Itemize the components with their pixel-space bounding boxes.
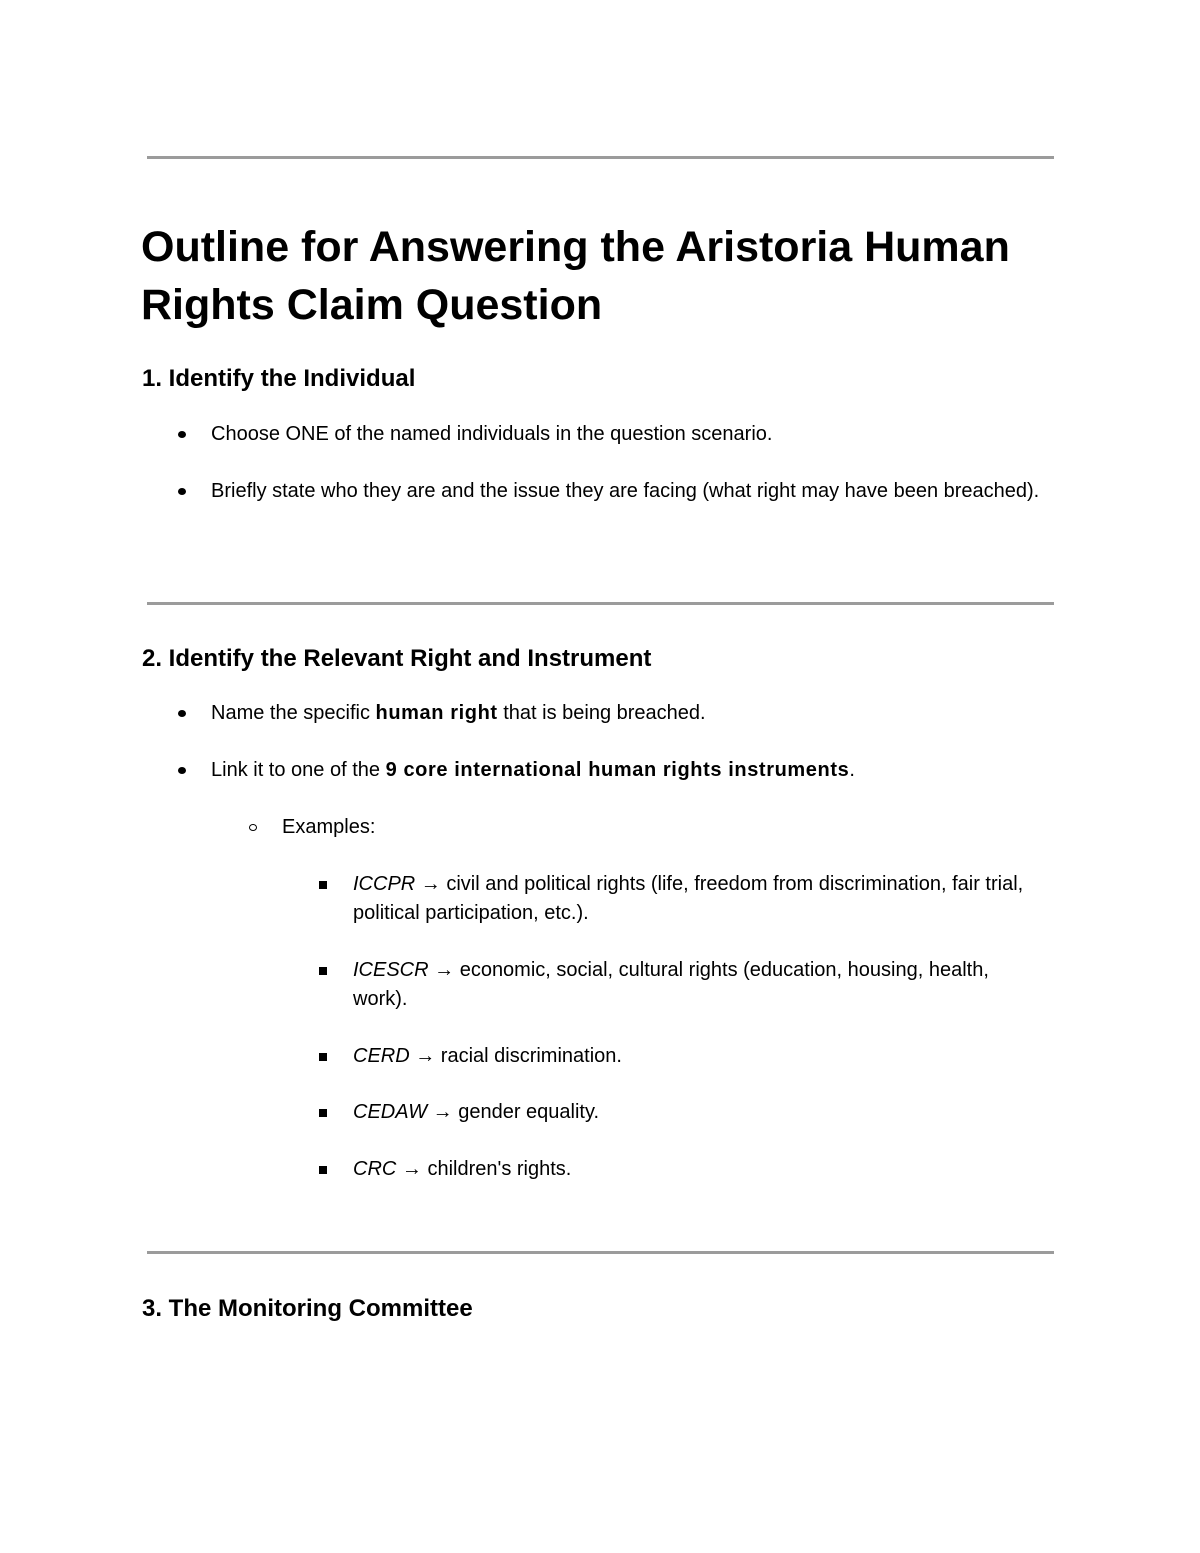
- instrument-abbreviation: CERD: [353, 1045, 410, 1067]
- list-item: [211, 477, 1041, 506]
- instrument-description: → children's rights.: [396, 1158, 572, 1180]
- list-item: [353, 956, 1043, 1014]
- list-item-text: [211, 756, 1041, 785]
- bullet-square-icon: [319, 967, 327, 975]
- list-item: [353, 870, 1043, 928]
- instrument-description: → gender equality.: [427, 1101, 600, 1123]
- section-heading-3: 3. The Monitoring Committee: [142, 1295, 473, 1322]
- instrument-abbreviation: CRC: [353, 1158, 397, 1180]
- list-item: [211, 699, 1041, 728]
- list-item-text: [353, 1042, 1043, 1071]
- list-item-text: [353, 870, 1043, 928]
- bullet-dot-icon: [178, 431, 186, 438]
- text-segment: Link it to one of the: [211, 759, 386, 781]
- horizontal-rule: [147, 1251, 1054, 1254]
- list-item: [353, 1042, 1043, 1071]
- bullet-dot-icon: [178, 710, 186, 717]
- list-item: [211, 756, 1041, 785]
- bullet-square-icon: [319, 881, 327, 889]
- horizontal-rule: [147, 602, 1054, 605]
- list-item-text: [211, 699, 1041, 728]
- instrument-abbreviation: ICESCR: [353, 959, 429, 981]
- bold-text: human right: [375, 702, 498, 724]
- list-item-text: Choose ONE of the named individuals in the question scenario.: [211, 423, 773, 445]
- bullet-circle-icon: [249, 824, 257, 831]
- text-segment: Name the specific: [211, 702, 376, 724]
- list-item: [353, 1098, 1043, 1127]
- bullet-square-icon: [319, 1166, 327, 1174]
- section-heading-2: 2. Identify the Relevant Right and Instrument: [142, 645, 652, 672]
- horizontal-rule: [147, 156, 1054, 159]
- bullet-dot-icon: [178, 767, 186, 774]
- section-heading-1: 1. Identify the Individual: [142, 365, 416, 392]
- text-segment: that is being breached.: [497, 702, 706, 724]
- bullet-dot-icon: [178, 488, 186, 495]
- text-segment: .: [849, 759, 855, 781]
- instrument-description: → racial discrimination.: [409, 1045, 622, 1067]
- instrument-description: → economic, social, cultural rights (education, housing, health, work).: [353, 959, 989, 1010]
- list-item-text: Briefly state who they are and the issue they are facing (what right may have been breached).: [211, 480, 1040, 502]
- bullet-square-icon: [319, 1109, 327, 1117]
- list-item: [282, 813, 1042, 842]
- bold-text: 9 core international human rights instruments: [385, 759, 850, 781]
- instrument-abbreviation: CEDAW: [353, 1101, 428, 1123]
- list-item: [211, 420, 1041, 449]
- list-item-text: [353, 1155, 1043, 1184]
- bullet-square-icon: [319, 1053, 327, 1061]
- list-item-text: [353, 956, 1043, 1014]
- list-item-text: Examples:: [282, 816, 376, 838]
- instrument-description: → civil and political rights (life, freedom from discrimination, fair trial, political participation, etc.).: [353, 873, 1024, 924]
- list-item: [353, 1155, 1043, 1184]
- instrument-abbreviation: ICCPR: [353, 873, 416, 895]
- page-title: Outline for Answering the Aristoria Human Rights Claim Question: [141, 223, 1010, 329]
- list-item-text: [353, 1098, 1043, 1127]
